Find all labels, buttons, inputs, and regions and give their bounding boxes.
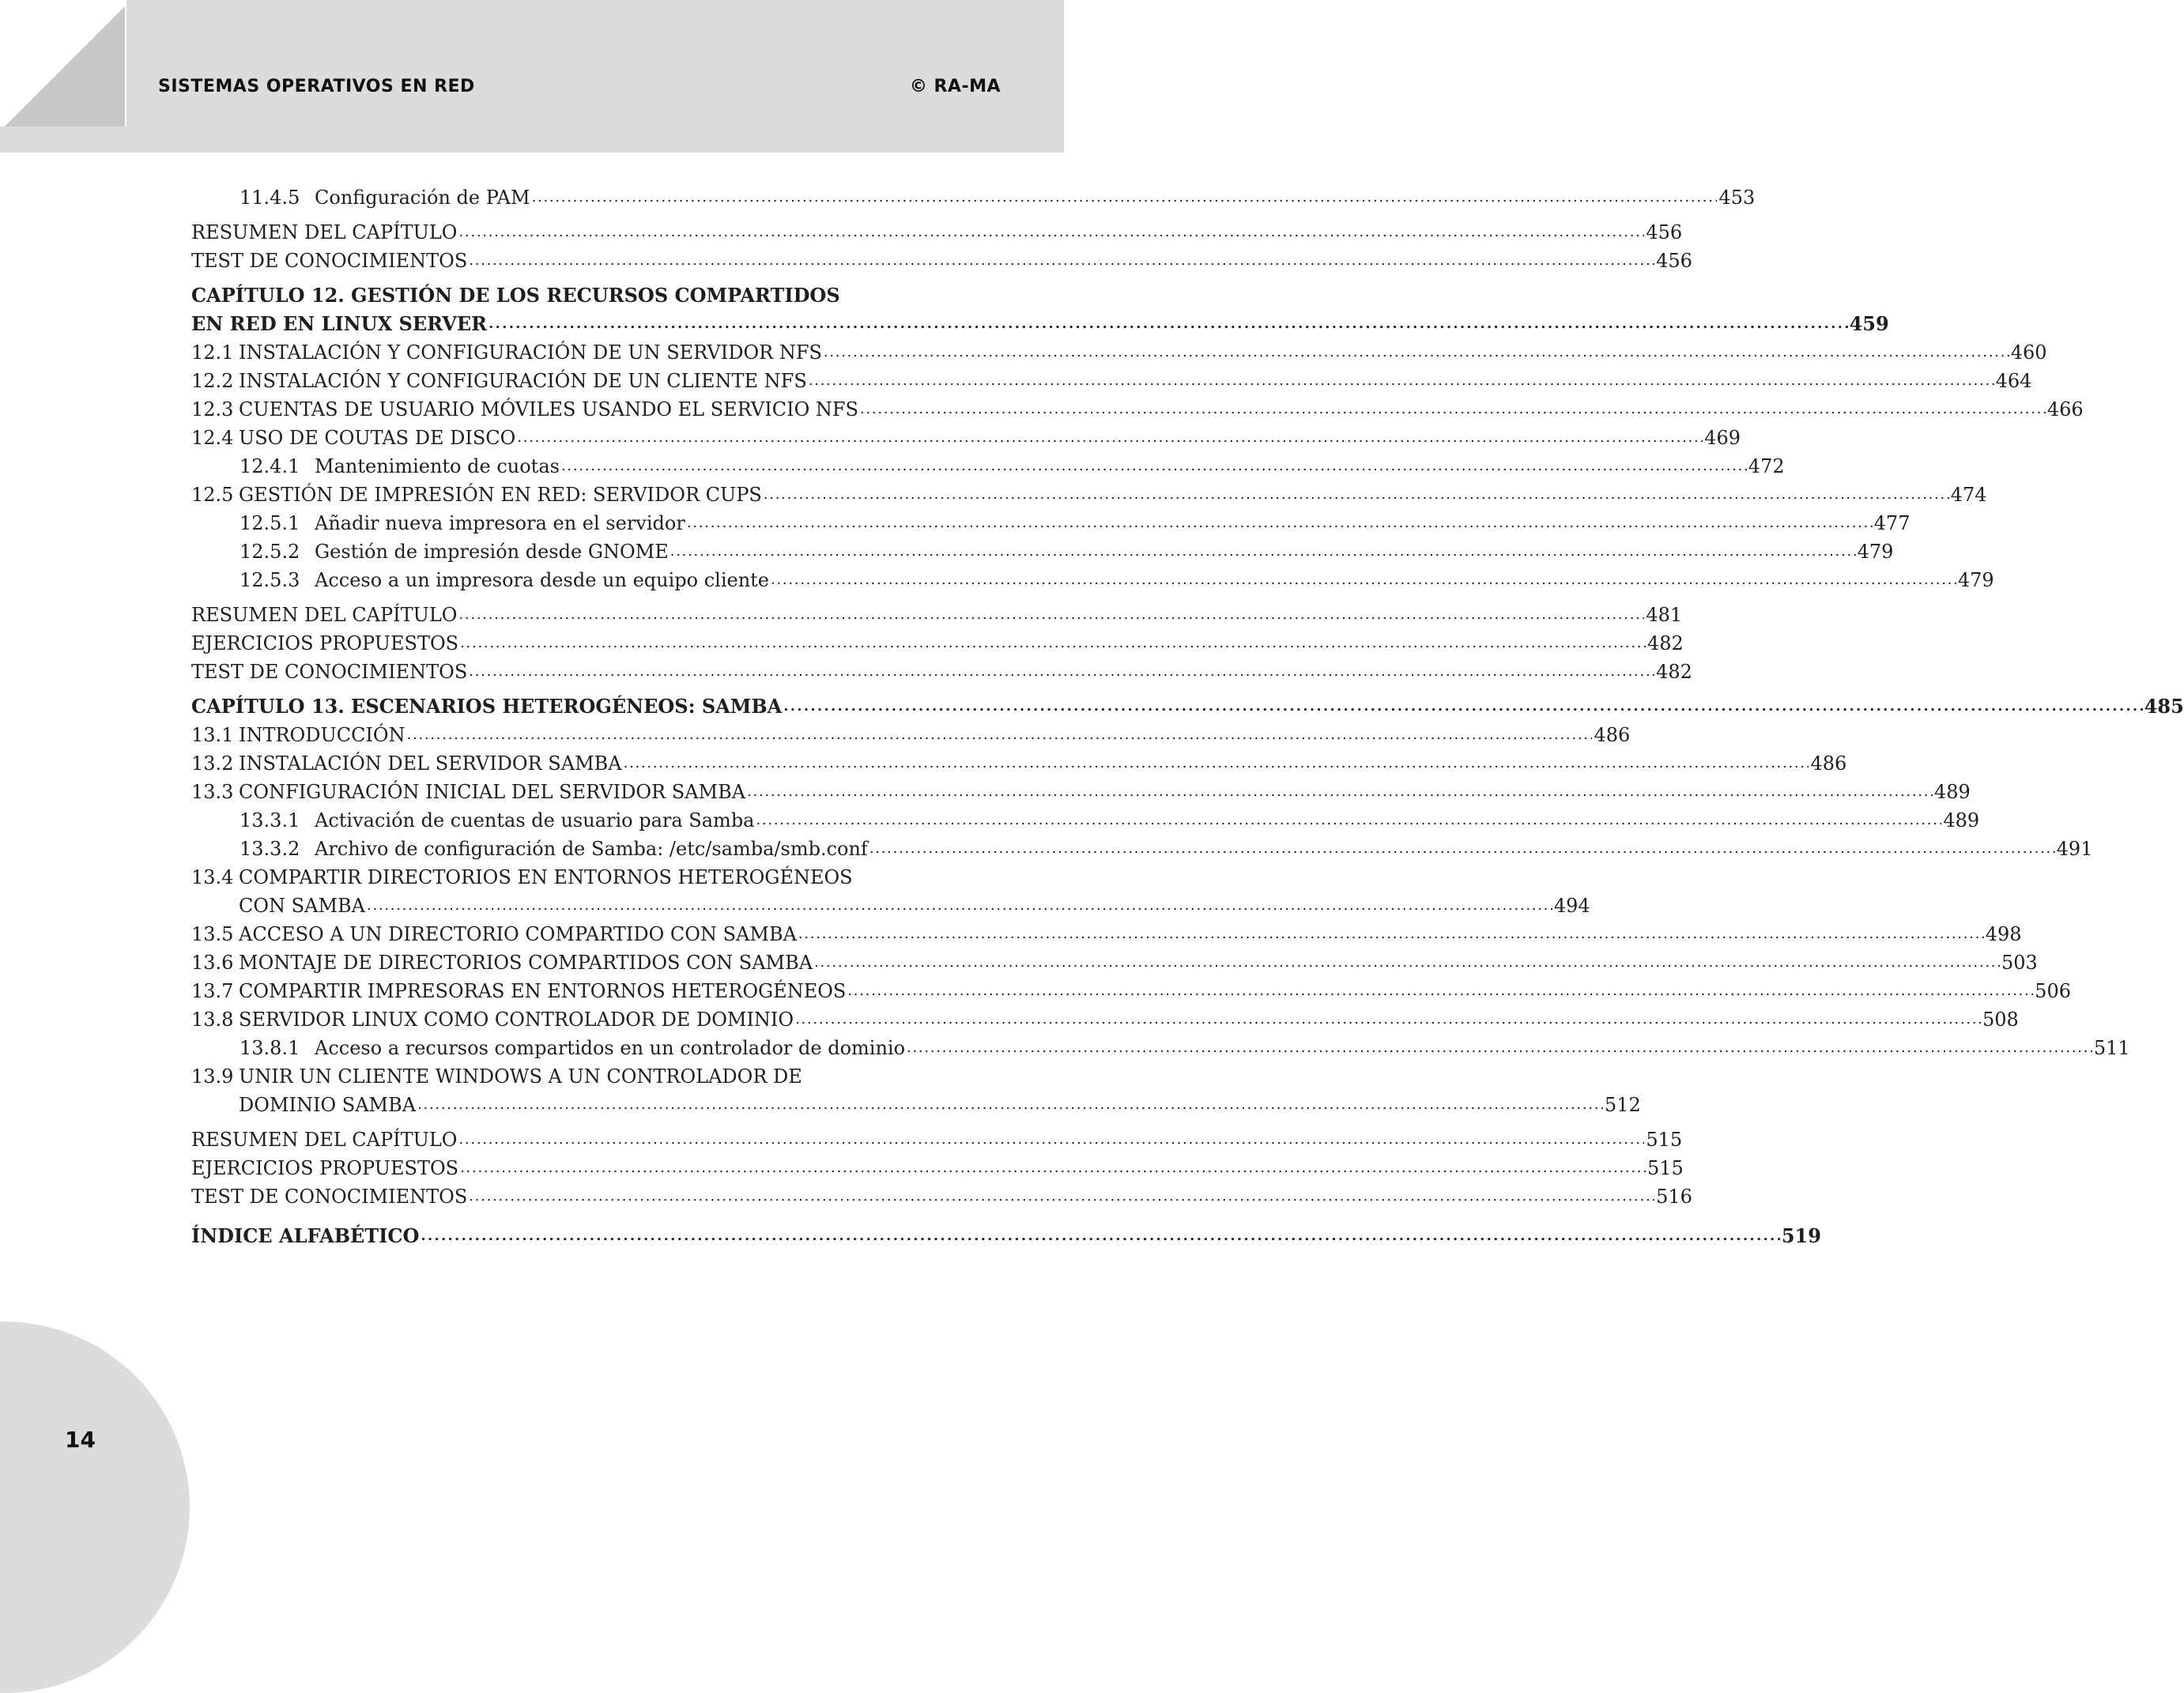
- toc-entry-page: 519: [1781, 1224, 1821, 1247]
- toc-entry-page: 494: [1553, 895, 1590, 917]
- toc-entry-number: 12.5.3: [240, 569, 300, 591]
- toc-entry[interactable]: [191, 452, 1785, 481]
- toc-entry-page: 512: [1604, 1094, 1641, 1116]
- toc-entry-number: 12.4.1: [240, 455, 300, 477]
- toc-entry-page: 489: [1933, 781, 1971, 803]
- running-head-title: SISTEMAS OPERATIVOS EN RED: [158, 77, 475, 96]
- toc-entry-page: 515: [1646, 1129, 1683, 1151]
- toc-entry-title: EN RED EN LINUX SERVER: [191, 312, 488, 335]
- toc-entry-title: TEST DE CONOCIMIENTOS: [191, 1186, 468, 1208]
- toc-entry[interactable]: [191, 481, 1987, 509]
- toc-leader-dots: [747, 778, 1933, 806]
- toc-entry[interactable]: [191, 183, 1756, 212]
- toc-leader-dots: [458, 218, 1644, 247]
- toc-entry-title: Añadir nueva impresora en el servidor: [315, 512, 685, 534]
- toc-entry[interactable]: [191, 1091, 1641, 1119]
- toc-leader-dots: [458, 601, 1644, 629]
- toc-entry-number: 13.6: [191, 952, 234, 974]
- toc-leader-dots: [847, 977, 2033, 1005]
- toc-entry[interactable]: [191, 1034, 2130, 1062]
- toc-leader-dots: [814, 948, 2000, 977]
- toc-entry-page: 506: [2035, 980, 2071, 1002]
- toc-entry[interactable]: [191, 310, 1889, 338]
- toc-entry-number: 11.4.5: [240, 187, 300, 209]
- toc-entry[interactable]: [191, 1126, 1683, 1154]
- toc-entry-title: COMPARTIR IMPRESORAS EN ENTORNOS HETEROGÉNEOS: [239, 980, 847, 1002]
- toc-entry[interactable]: [191, 281, 936, 310]
- toc-entry[interactable]: [191, 658, 1692, 686]
- toc-entry-title: SERVIDOR LINUX COMO CONTROLADOR DE DOMINIO: [239, 1009, 794, 1031]
- toc-entry-page: 472: [1748, 455, 1785, 477]
- toc-leader-dots: [687, 509, 1873, 537]
- toc-entry[interactable]: [191, 835, 2093, 863]
- toc-entry-title: EJERCICIOS PROPUESTOS: [191, 1157, 459, 1179]
- toc-entry-page: 486: [1810, 752, 1847, 775]
- toc-entry[interactable]: [191, 509, 1911, 537]
- toc-entry[interactable]: [191, 247, 1692, 275]
- toc-leader-dots: [458, 1126, 1644, 1154]
- corner-circle: [0, 1322, 190, 1693]
- corner-decoration: [0, 0, 126, 126]
- toc-leader-dots: [907, 1034, 2092, 1062]
- toc-entry-page: 453: [1718, 187, 1756, 209]
- toc-entry-page: 516: [1656, 1186, 1692, 1208]
- toc-entry-title: RESUMEN DEL CAPÍTULO: [191, 221, 458, 243]
- corner-triangle-icon: [5, 6, 125, 126]
- toc-entry-number: 13.3.2: [240, 838, 300, 860]
- toc-entry-title: RESUMEN DEL CAPÍTULO: [191, 1129, 458, 1151]
- toc-entry-number: 13.2: [191, 752, 234, 775]
- toc-entry-page: 486: [1594, 724, 1631, 746]
- toc-entry[interactable]: [191, 601, 1683, 629]
- toc-leader-dots: [824, 338, 2009, 367]
- toc-entry-number: 12.5.2: [240, 541, 300, 563]
- toc-entry-title: INSTALACIÓN DEL SERVIDOR SAMBA: [239, 752, 622, 775]
- toc-entry-page: 464: [1995, 370, 2032, 392]
- toc-entry-page: 515: [1646, 1157, 1684, 1179]
- toc-entry-title: Mantenimiento de cuotas: [315, 455, 560, 477]
- toc-entry-title: UNIR UN CLIENTE WINDOWS A UN CONTROLADOR DE: [239, 1065, 802, 1088]
- toc-entry[interactable]: [191, 892, 1590, 920]
- toc-entry[interactable]: [191, 806, 1980, 835]
- toc-leader-dots: [532, 183, 1718, 212]
- toc-leader-dots: [809, 367, 1994, 395]
- toc-entry-number: 12.3: [191, 398, 234, 420]
- toc-entry-page: 482: [1646, 632, 1684, 654]
- toc-entry-title: CON SAMBA: [239, 895, 365, 917]
- toc-entry-number: 13.3.1: [240, 809, 300, 831]
- toc-entry-number: 13.4: [191, 866, 234, 888]
- toc-entry-title: TEST DE CONOCIMIENTOS: [191, 250, 468, 272]
- toc-entry-title: Gestión de impresión desde GNOME: [315, 541, 669, 563]
- toc-entry-title: Archivo de configuración de Samba: /etc/samba/smb.conf: [315, 838, 868, 860]
- toc-entry[interactable]: [191, 1154, 1684, 1182]
- toc-entry-page: 456: [1646, 221, 1683, 243]
- toc-leader-dots: [795, 1005, 1981, 1034]
- toc-entry-number: 13.3: [191, 781, 234, 803]
- toc-entry[interactable]: [191, 863, 936, 892]
- toc-leader-dots: [421, 1222, 1779, 1250]
- toc-entry[interactable]: [191, 537, 1894, 566]
- toc-leader-dots: [488, 310, 1847, 338]
- toc-entry-title: USO DE COUTAS DE DISCO: [239, 427, 516, 449]
- toc-leader-dots: [460, 629, 1646, 658]
- toc-entry-page: 456: [1656, 250, 1692, 272]
- toc-entry-title: EJERCICIOS PROPUESTOS: [191, 632, 459, 654]
- page-number: 14: [65, 1427, 96, 1453]
- toc-entry-title: CAPÍTULO 13. ESCENARIOS HETEROGÉNEOS: SAMBA: [191, 695, 783, 718]
- toc-entry[interactable]: [191, 721, 1631, 749]
- toc-entry-title: CUENTAS DE USUARIO MÓVILES USANDO EL SERVICIO NFS: [239, 398, 858, 420]
- toc-entry-page: 474: [1950, 484, 1987, 506]
- toc-entry[interactable]: [191, 395, 2084, 424]
- toc-entry[interactable]: [191, 338, 2047, 367]
- toc-entry-title: MONTAJE DE DIRECTORIOS COMPARTIDOS CON SAMBA: [239, 952, 813, 974]
- toc-entry-title: INSTALACIÓN Y CONFIGURACIÓN DE UN CLIENTE NFS: [239, 370, 807, 392]
- toc-entry[interactable]: [191, 778, 1971, 806]
- toc-leader-dots: [469, 1182, 1654, 1211]
- toc-leader-dots: [624, 749, 1809, 778]
- table-of-contents: [191, 183, 2184, 1250]
- toc-entry[interactable]: [191, 566, 1994, 594]
- toc-entry-number: 13.7: [191, 980, 234, 1002]
- toc-entry-title: INTRODUCCIÓN: [239, 724, 405, 746]
- toc-leader-dots: [407, 721, 1593, 749]
- toc-entry[interactable]: [191, 1182, 1692, 1211]
- toc-entry-number: 13.8: [191, 1009, 234, 1031]
- toc-entry-title: RESUMEN DEL CAPÍTULO: [191, 604, 458, 626]
- toc-entry-page: 479: [1857, 541, 1894, 563]
- toc-entry-number: 13.5: [191, 923, 234, 945]
- toc-entry[interactable]: [191, 948, 2038, 977]
- toc-entry-title: INSTALACIÓN Y CONFIGURACIÓN DE UN SERVIDOR NFS: [239, 341, 822, 364]
- toc-entry[interactable]: [191, 1062, 936, 1091]
- toc-entry[interactable]: [191, 692, 2184, 721]
- toc-leader-dots: [469, 658, 1654, 686]
- toc-leader-dots: [417, 1091, 1603, 1119]
- toc-entry-page: 482: [1656, 661, 1692, 683]
- toc-leader-dots: [469, 247, 1654, 275]
- toc-entry-title: COMPARTIR DIRECTORIOS EN ENTORNOS HETEROGÉNEOS: [239, 866, 853, 888]
- toc-entry[interactable]: [191, 629, 1684, 658]
- toc-entry[interactable]: [191, 367, 2032, 395]
- running-head-publisher: © RA-MA: [909, 77, 1001, 96]
- toc-leader-dots: [860, 395, 2046, 424]
- toc-entry-page: 491: [2056, 838, 2093, 860]
- toc-leader-dots: [367, 892, 1552, 920]
- toc-entry[interactable]: [191, 424, 1741, 452]
- toc-leader-dots: [764, 481, 1949, 509]
- toc-entry-title: Activación de cuentas de usuario para Samba: [315, 809, 755, 831]
- toc-entry-page: 485: [2144, 695, 2184, 718]
- toc-leader-dots: [869, 835, 2055, 863]
- toc-entry-number: 12.5.1: [240, 512, 300, 534]
- toc-entry-number: 13.1: [191, 724, 234, 746]
- toc-entry-page: 469: [1704, 427, 1741, 449]
- toc-entry-page: 481: [1646, 604, 1683, 626]
- toc-entry-number: 12.2: [191, 370, 234, 392]
- toc-entry-page: 498: [1985, 923, 2022, 945]
- toc-leader-dots: [517, 424, 1703, 452]
- toc-entry-title: Acceso a un impresora desde un equipo cliente: [315, 569, 770, 591]
- toc-entry-title: Acceso a recursos compartidos en un controlador de dominio: [315, 1037, 906, 1059]
- toc-entry-number: 13.9: [191, 1065, 234, 1088]
- toc-entry[interactable]: [191, 218, 1683, 247]
- toc-entry[interactable]: [191, 977, 2071, 1005]
- toc-entry-page: 479: [1957, 569, 1994, 591]
- toc-entry-number: 12.4: [191, 427, 234, 449]
- toc-leader-dots: [561, 452, 1747, 481]
- toc-leader-dots: [756, 806, 1942, 835]
- toc-entry-page: 489: [1943, 809, 1980, 831]
- toc-leader-dots: [670, 537, 1856, 566]
- toc-entry-page: 477: [1873, 512, 1911, 534]
- toc-entry-title: GESTIÓN DE IMPRESIÓN EN RED: SERVIDOR CUPS: [239, 484, 762, 506]
- toc-entry-page: 459: [1849, 312, 1889, 335]
- toc-entry-title: CAPÍTULO 12. GESTIÓN DE LOS RECURSOS COMPARTIDOS: [191, 284, 840, 307]
- toc-leader-dots: [771, 566, 1956, 594]
- toc-entry-page: 460: [2010, 341, 2047, 364]
- toc-leader-dots: [783, 692, 2142, 721]
- toc-entry-title: Configuración de PAM: [315, 187, 530, 209]
- toc-entry-page: 466: [2046, 398, 2084, 420]
- toc-entry[interactable]: [191, 1222, 1821, 1250]
- toc-entry-title: ACCESO A UN DIRECTORIO COMPARTIDO CON SAMBA: [239, 923, 797, 945]
- toc-entry-title: TEST DE CONOCIMIENTOS: [191, 661, 468, 683]
- toc-entry-page: 503: [2001, 952, 2038, 974]
- toc-entry-page: 508: [1982, 1009, 2019, 1031]
- toc-entry[interactable]: [191, 1005, 2019, 1034]
- toc-entry[interactable]: [191, 920, 2022, 948]
- toc-entry-number: 12.5: [191, 484, 234, 506]
- toc-entry-title: ÍNDICE ALFABÉTICO: [191, 1224, 420, 1247]
- toc-entry-title: CONFIGURACIÓN INICIAL DEL SERVIDOR SAMBA: [239, 781, 746, 803]
- toc-entry[interactable]: [191, 749, 1847, 778]
- toc-entry-title: DOMINIO SAMBA: [239, 1094, 417, 1116]
- toc-leader-dots: [798, 920, 1984, 948]
- toc-entry-number: 13.8.1: [240, 1037, 300, 1059]
- toc-entry-number: 12.1: [191, 341, 234, 364]
- toc-entry-page: 511: [2093, 1037, 2130, 1059]
- toc-leader-dots: [460, 1154, 1646, 1182]
